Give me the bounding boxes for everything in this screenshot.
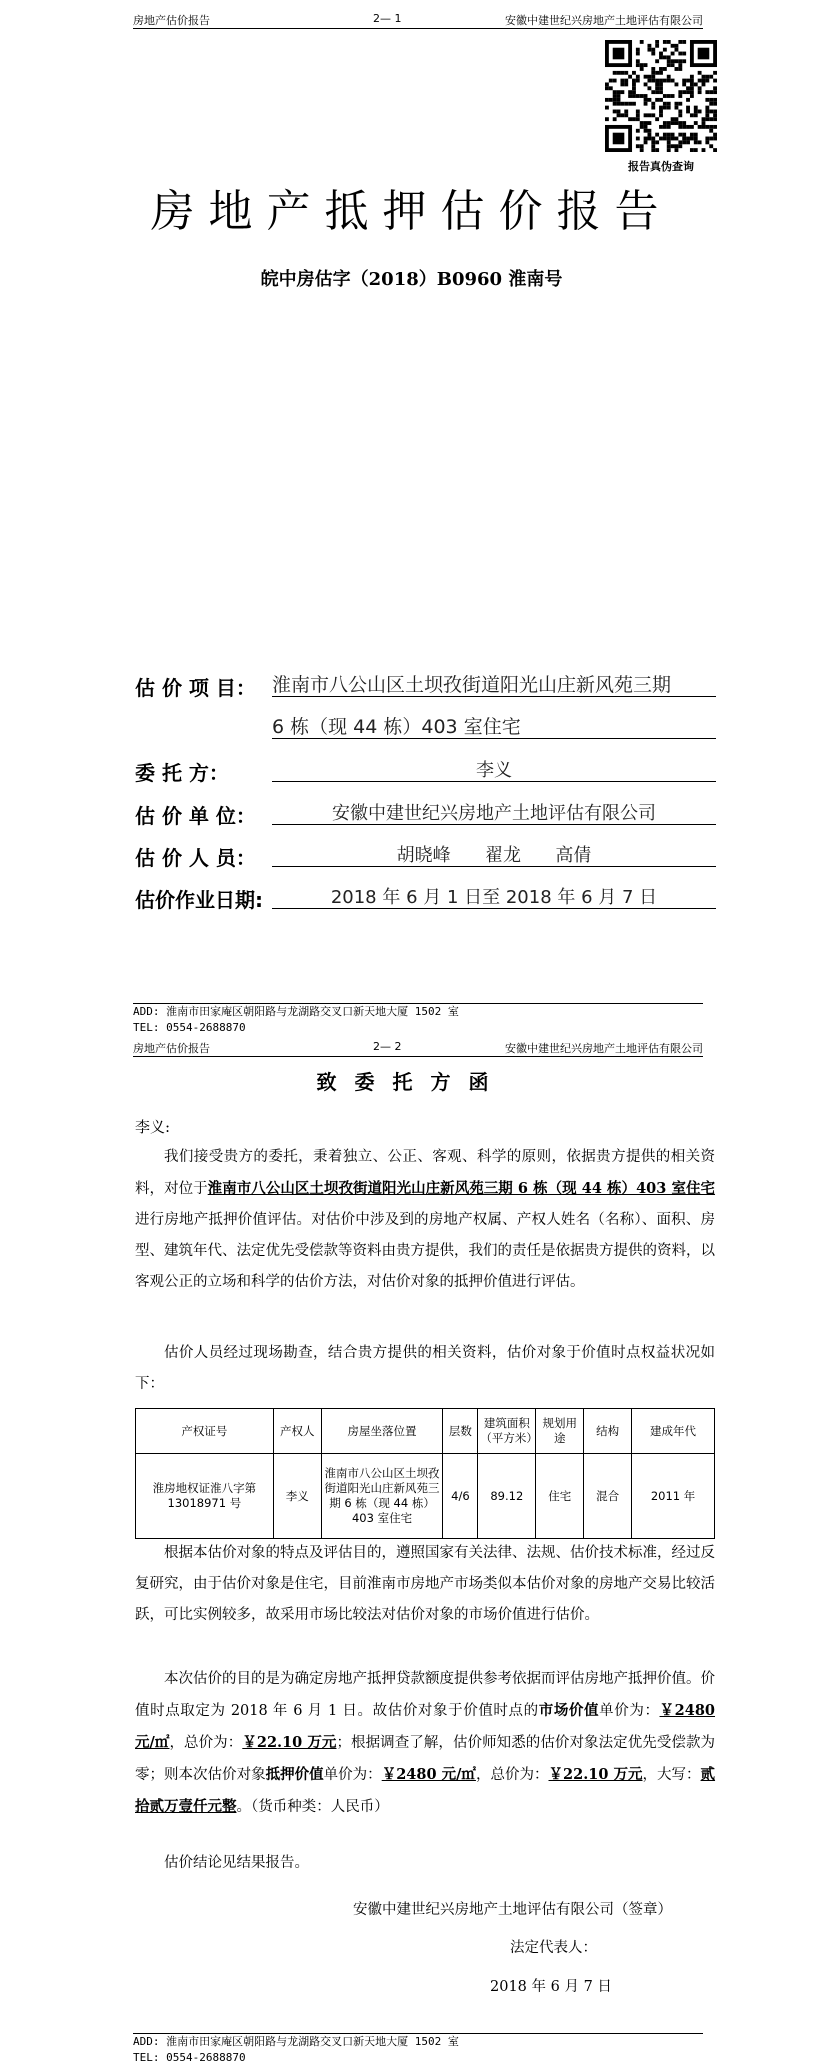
client-label: 委 托 方： [135,761,229,785]
unit-price-emphasis: ￥2480 元/㎡ [135,1702,716,1751]
footer-address: ADD: 淮南市田家庵区朝阳路与龙湖路交叉口新天地大厦 1502 室 [133,2035,459,2048]
mortgage-total-price: ￥22.10 万元 [548,1766,643,1783]
table-row [136,1454,715,1539]
header-company: 安徽中建世纪兴房地产土地评估有限公司 [505,14,703,27]
letter-page [0,1038,823,2072]
paragraph-4: 本次估价的目的是为确定房地产抵押贷款额度提供参考依据而评估房地产抵押价值。价值时点取定为 2018 年 6 月 1 日。故估价对象于价值时点的市场价值单价为：￥2480 元/㎡，总价为：￥22.10 万元；根据调查了解，估价师知悉的估价对象法定优先受偿款为零；则本次估价对象抵押价值单价为：￥2480 元/㎡，总价为：￥22.10 万元，大写：贰拾贰万壹仟元整。（货币种类：人民币） [135,1671,716,1815]
project-value-line2: 6 栋（现 44 栋）403 室住宅 [272,716,521,738]
verification-qr-code[interactable] [605,40,717,152]
mortgage-unit-price: ￥2480 元/㎡ [381,1766,476,1783]
letter-title: 致委托方函 [316,1070,507,1094]
total-price-emphasis: ￥22.10 万元 [242,1734,337,1751]
header-company: 安徽中建世纪兴房地产土地评估有限公司 [505,1042,703,1055]
table-cell: 89.12 [478,1454,536,1539]
table-header-cell: 规划用途 [536,1409,584,1454]
date-value: 2018 年 6 月 1 日至 2018 年 6 月 7 日 [330,887,658,908]
project-label: 估 价 项 目： [135,676,256,700]
unit-value: 安徽中建世纪兴房地产土地评估有限公司 [332,803,656,824]
table-cell: 住宅 [536,1454,584,1539]
paragraph-3: 根据本估价对象的特点及评估目的，遵照国家有关法律、法规、估价技术标准，经过反复研究，由于估价对象是住宅，目前淮南市房地产市场类似本估价对象的房地产交易比较活跃，可比实例较多，故采用市场比较法对估价对象的市场价值进行估价。 [135,1545,715,1623]
page-footer [133,2033,703,2066]
project-underline-1 [272,696,716,697]
table-header-row [136,1409,715,1454]
staff-label: 估 价 人 员： [135,846,256,870]
project-underline-2 [272,738,716,739]
project-value-line1: 淮南市八公山区土坝孜街道阳光山庄新风苑三期 [272,674,672,696]
property-address-emphasis: 淮南市八公山区土坝孜街道阳光山庄新风苑三期 6 栋（现 44 栋）403 室住宅 [207,1180,716,1197]
salutation: 李义: [135,1118,171,1136]
document-number: 皖中房估字（2018）B0960 淮南号 [260,269,563,290]
signature-representative: 法定代表人： [510,1940,597,1956]
header-left: 房地产估价报告 [133,14,210,27]
table-cell: 混合 [584,1454,632,1539]
footer-address: ADD: 淮南市田家庵区朝阳路与龙湖路交叉口新天地大厦 1502 室 [133,1005,459,1018]
footer-tel: TEL: 0554-2688870 [133,1021,246,1034]
table-header-cell: 建成年代 [632,1409,715,1454]
qr-caption: 报告真伪查询 [628,160,694,173]
table-header-cell: 建筑面积（平方米） [478,1409,536,1454]
staff-value: 胡晓峰 翟龙 高倩 [396,845,592,866]
page-header [133,1038,703,1057]
staff-underline [272,866,716,867]
footer-tel: TEL: 0554-2688870 [133,2051,246,2064]
signature-company: 安徽中建世纪兴房地产土地评估有限公司（签章） [353,1902,672,1918]
table-cell: 淮房地权证淮八字第 13018971 号 [136,1454,274,1539]
table-cell: 李义 [273,1454,321,1539]
table-header-cell: 结构 [584,1409,632,1454]
table-header-cell: 产权证号 [136,1409,274,1454]
property-rights-table [135,1408,715,1539]
date-label: 估价作业日期: [135,888,263,912]
unit-label: 估 价 单 位： [135,804,256,828]
table-header-cell: 层数 [443,1409,478,1454]
table-cell: 2011 年 [632,1454,715,1539]
header-page-number: 2— 2 [373,1040,402,1053]
paragraph-5: 估价结论见结果报告。 [164,1855,309,1871]
table-cell: 淮南市八公山区土坝孜街道阳光山庄新风苑三期 6 栋（现 44 栋）403 室住宅 [321,1454,443,1539]
date-underline [272,908,716,909]
client-value: 李义 [476,760,512,781]
amount-in-words: 贰拾贰万壹仟元整 [135,1766,716,1815]
paragraph-1: 我们接受贵方的委托，秉着独立、公正、客观、科学的原则，依据贵方提供的相关资料，对位于淮南市八公山区土坝孜街道阳光山庄新风苑三期 6 栋（现 44 栋）403 室住宅进行房地产抵押价值评估。对估价中涉及到的房地产权属、产权人姓名（名称）、面积、房型、建筑年代、法定优先受偿款等资料由贵方提供，我们的责任是依据贵方提供的资料，以客观公正的立场和科学的估价方法，对估价对象的抵押价值进行评估。 [135,1149,716,1290]
table-cell: 4/6 [443,1454,478,1539]
page-footer [133,1003,703,1036]
paragraph-2: 估价人员经过现场勘查，结合贵方提供的相关资料，估价对象于价值时点权益状况如下： [135,1345,715,1392]
header-left: 房地产估价报告 [133,1042,210,1055]
signature-date: 2018 年 6 月 7 日 [490,1979,612,1995]
report-title: 房地产抵押估价报告 [150,186,673,237]
table-header-cell: 房屋坐落位置 [321,1409,443,1454]
page-header [133,10,703,29]
unit-underline [272,824,716,825]
header-page-number: 2— 1 [373,12,402,25]
client-underline [272,781,716,782]
table-header-cell: 产权人 [273,1409,321,1454]
